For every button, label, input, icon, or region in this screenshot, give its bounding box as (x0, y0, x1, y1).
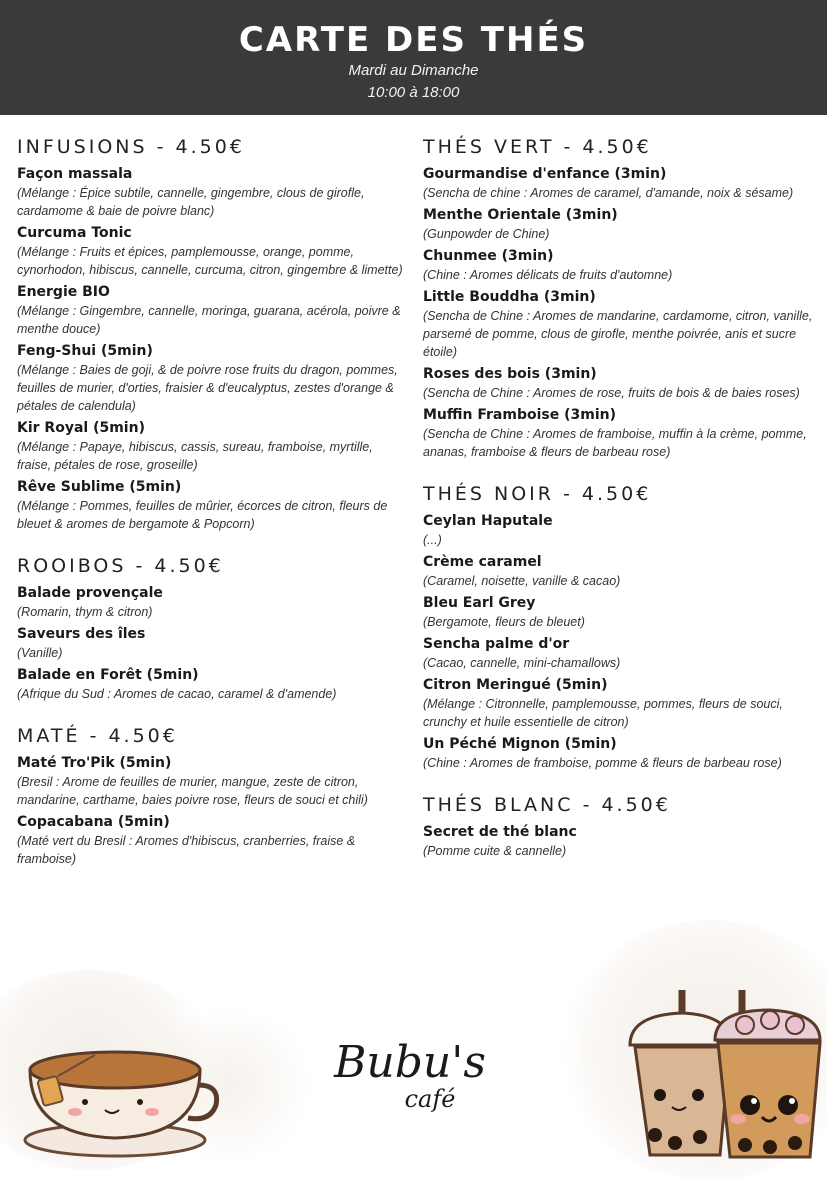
item-name: Little Bouddha (3min) (423, 289, 596, 305)
item-name: Ceylan Haputale (423, 513, 553, 529)
section-title: INFUSIONS - 4.50€ (17, 136, 245, 158)
item-name: Muffin Framboise (3min) (423, 407, 616, 423)
item-desc: (Mélange : Citronnelle, pamplemousse, pommes, fleurs de souci, crunchy et huile essentielle de citron) (423, 697, 783, 729)
item-name: Saveurs des îles (17, 626, 146, 642)
section-title: THÉS NOIR - 4.50€ (423, 483, 652, 505)
item-name: Façon massala (17, 166, 133, 182)
item-desc: (Vanille) (17, 646, 63, 660)
menu-title: CARTE DES THÉS (238, 20, 589, 60)
item-name: Citron Meringué (5min) (423, 677, 608, 693)
item-desc: (Mélange : Baies de goji, & de poivre rose fruits du dragon, pommes, feuilles de murier, d'orties, fraisier & d'eucalyptus, zestes d'orange & pétales de calendula) (17, 363, 398, 413)
item-desc: (Afrique du Sud : Aromes de cacao, caramel & d'amende) (17, 687, 337, 701)
item-desc: (Mélange : Fruits et épices, pamplemousse, orange, pomme, cynorhodon, hibiscus, cannelle, curcuma, citron, gingembre & limette) (17, 245, 403, 277)
section-rooibos (17, 553, 409, 703)
section-thes-blanc (423, 792, 815, 860)
logo-line1: Bubu's (334, 1037, 486, 1088)
item-name: Copacabana (5min) (17, 814, 170, 830)
item-desc: (Sencha de chine : Aromes de caramel, d'amande, noix & sésame) (423, 186, 794, 200)
item-desc: (Mélange : Pommes, feuilles de mûrier, écorces de citron, fleurs de bleuet & aromes de bergamote & Popcorn) (17, 499, 388, 531)
opening-days: Mardi au Dimanche (348, 62, 479, 79)
teacup-illustration-icon (20, 1030, 220, 1160)
item-desc: (Pomme cuite & cannelle) (423, 844, 567, 858)
item-name: Balade provençale (17, 585, 163, 601)
item-name: Menthe Orientale (3min) (423, 207, 618, 223)
logo-line2: café (404, 1085, 456, 1113)
item-name: Energie BIO (17, 284, 110, 300)
section-mate (17, 723, 409, 868)
item-name: Curcuma Tonic (17, 225, 132, 241)
item-desc: (Maté vert du Bresil : Aromes d'hibiscus, cranberries, fraise & framboise) (17, 834, 356, 866)
item-name: Rêve Sublime (5min) (17, 479, 182, 495)
item-desc: (Cacao, cannelle, mini-chamallows) (423, 656, 621, 670)
item-desc: (Mélange : Épice subtile, cannelle, gingembre, clous de girofle, cardamome & baie de poivre blanc) (17, 186, 365, 218)
item-desc: (Mélange : Papaye, hibiscus, cassis, sureau, framboise, myrtille, fraise, pétales de rose, groseille) (17, 440, 373, 472)
item-desc: (Caramel, noisette, vanille & cacao) (423, 574, 621, 588)
item-desc: (Bergamote, fleurs de bleuet) (423, 615, 585, 629)
item-name: Maté Tro'Pik (5min) (17, 755, 172, 771)
section-title: THÉS VERT - 4.50€ (423, 136, 652, 158)
item-desc: (...) (423, 533, 442, 547)
left-column (17, 134, 409, 888)
section-title: MATÉ - 4.50€ (17, 725, 178, 747)
item-desc: (Sencha de Chine : Aromes de mandarine, cardamome, citron, vanille, parsemé de pomme, clous de girofle, menthe poivrée, anis et sucre étoile) (423, 309, 813, 359)
section-title: THÉS BLANC - 4.50€ (423, 794, 671, 816)
right-column (423, 134, 815, 880)
opening-hours: 10:00 à 18:00 (367, 84, 460, 101)
item-name: Balade en Forêt (5min) (17, 667, 199, 683)
item-name: Secret de thé blanc (423, 824, 577, 840)
item-name: Roses des bois (3min) (423, 366, 597, 382)
item-name: Bleu Earl Grey (423, 595, 536, 611)
item-name: Kir Royal (5min) (17, 420, 145, 436)
item-name: Gourmandise d'enfance (3min) (423, 166, 667, 182)
item-name: Crème caramel (423, 554, 542, 570)
menu-header (0, 0, 827, 115)
section-infusions (17, 134, 409, 533)
item-desc: (Romarin, thym & citron) (17, 605, 153, 619)
item-name: Chunmee (3min) (423, 248, 554, 264)
item-desc: (Bresil : Arome de feuilles de murier, mangue, zeste de citron, mandarine, carthame, baies poivre rose, fleurs de souci et chili) (17, 775, 368, 807)
item-desc: (Chine : Aromes délicats de fruits d'automne) (423, 268, 673, 282)
item-desc: (Sencha de Chine : Aromes de framboise, muffin à la crème, pomme, ananas, framboise & fleurs de barbeau rose) (423, 427, 807, 459)
item-name: Feng-Shui (5min) (17, 343, 153, 359)
section-thes-noir (423, 481, 815, 772)
item-desc: (Sencha de Chine : Aromes de rose, fruits de bois & de baies roses) (423, 386, 800, 400)
item-name: Un Péché Mignon (5min) (423, 736, 617, 752)
item-desc: (Mélange : Gingembre, cannelle, moringa, guarana, acérola, poivre & menthe douce) (17, 304, 401, 336)
item-name: Sencha palme d'or (423, 636, 570, 652)
item-desc: (Gunpowder de Chine) (423, 227, 550, 241)
bubus-cafe-logo (315, 1037, 505, 1140)
bubble-tea-illustration-icon (620, 985, 825, 1160)
item-desc: (Chine : Aromes de framboise, pomme & fleurs de barbeau rose) (423, 756, 782, 770)
section-title: ROOIBOS - 4.50€ (17, 555, 224, 577)
section-thes-vert (423, 134, 815, 461)
